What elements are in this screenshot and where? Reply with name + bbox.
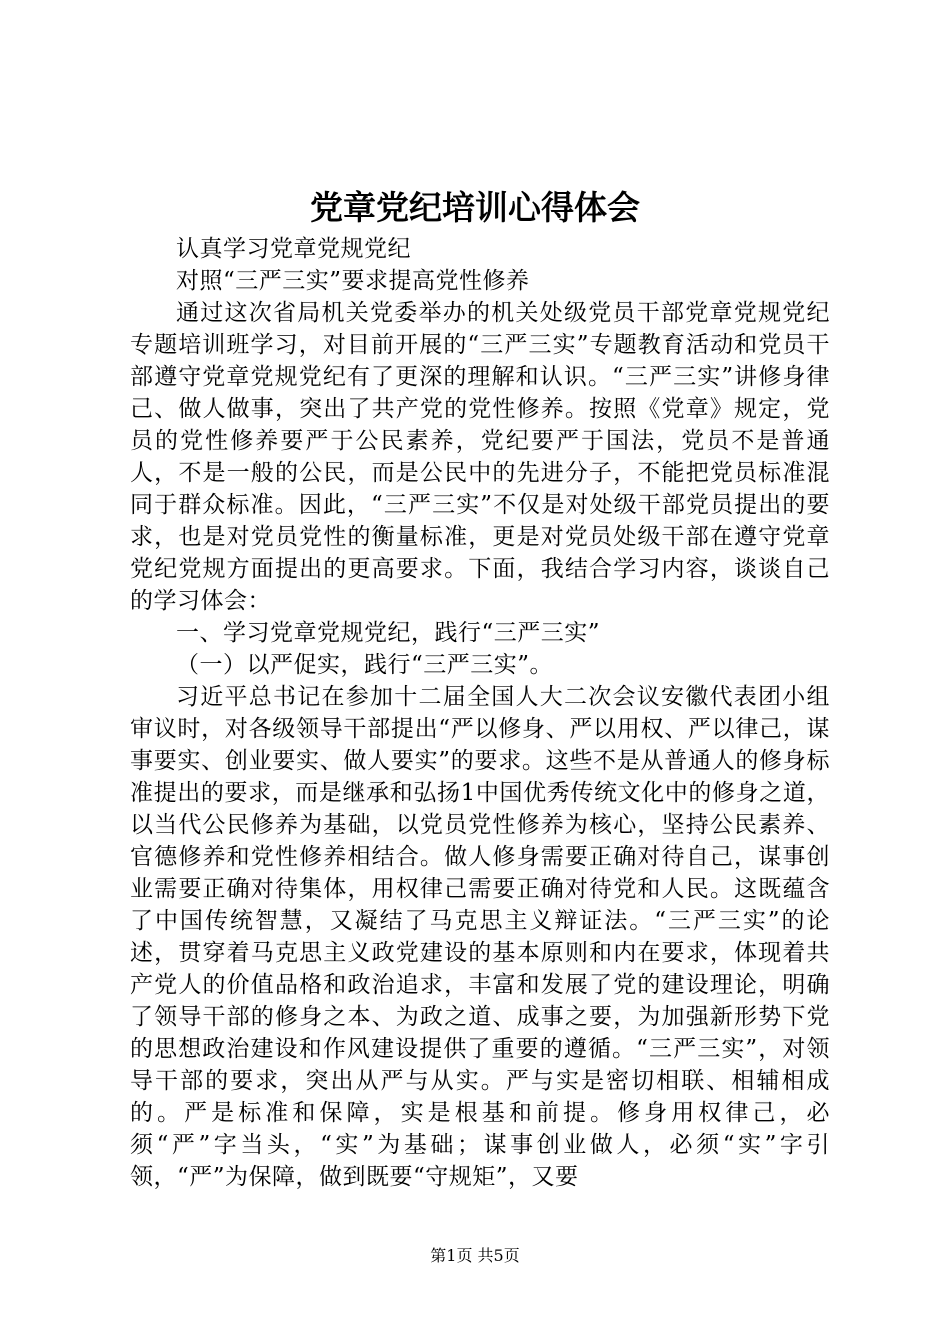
subtitle-line-1: 认真学习党章党规党纪: [176, 236, 411, 262]
subtitle-line-2: 对照“三严三实”要求提高党性修养: [176, 268, 530, 294]
section-heading: 一、学习党章党规党纪，践行“三严三实”: [176, 620, 601, 646]
intro-paragraph: 通过这次省局机关党委举办的机关处级党员干部党章党规党纪专题培训班学习，对目前开展的“三严三实”专题教育活动和党员干部遵守党章党规党纪有了更深的理解和认识。“三严三实”讲修身律己、做人做事，突出了共产党的党性修养。按照《党章》规定，党员的党性修养要严于公民素养，党纪要严于国法，党员不是普通人，不是一般的公民，而是公民中的先进分子，不能把党员标准混同于群众标准。因此，“三严三实”不仅是对处级干部党员提出的要求，也是对党员党性的衡量标准，更是对党员处级干部在遵守党章党纪党规方面提出的更高要求。下面，我结合学习内容，谈谈自己的学习体会：: [130, 300, 830, 614]
document-title: 党章党纪培训心得体会: [310, 188, 640, 227]
page-number-footer: 第1页 共5页: [430, 1246, 520, 1265]
body-paragraph: 习近平总书记在参加十二届全国人大二次会议安徽代表团小组审议时，对各级领导干部提出“严以修身、严以用权、严以律己，谋事要实、创业要实、做人要实”的要求。这些不是从普通人的修身标准提出的要求，而是继承和弘扬1中国优秀传统文化中的修身之道，以当代公民修养为基础，以党员党性修养为核心，坚持公民素养、官德修养和党性修养相结合。做人修身需要正确对待自己，谋事创业需要正确对待集体，用权律己需要正确对待党和人民。这既蕴含了中国传统智慧，又凝结了马克思主义辩证法。“三严三实”的论述，贯穿着马克思主义政党建设的基本原则和内在要求，体现着共产党人的价值品格和政治追求，丰富和发展了党的建设理论，明确了领导干部的修身之本、为政之道、成事之要，为加强新形势下党的思想政治建设和作风建设提供了重要的遵循。“三严三实”，对领导干部的要求，突出从严与从实。严与实是密切相联、相辅相成的。严是标准和保障，实是根基和前提。修身用权律己，必须“严”字当头，“实”为基础；谋事创业做人，必须“实”字引领，“严”为保障，做到既要“守规矩”，又要: [130, 684, 830, 1190]
subsection-heading: （一）以严促实，践行“三严三实”。: [176, 652, 554, 678]
document-body: [130, 233, 830, 1193]
